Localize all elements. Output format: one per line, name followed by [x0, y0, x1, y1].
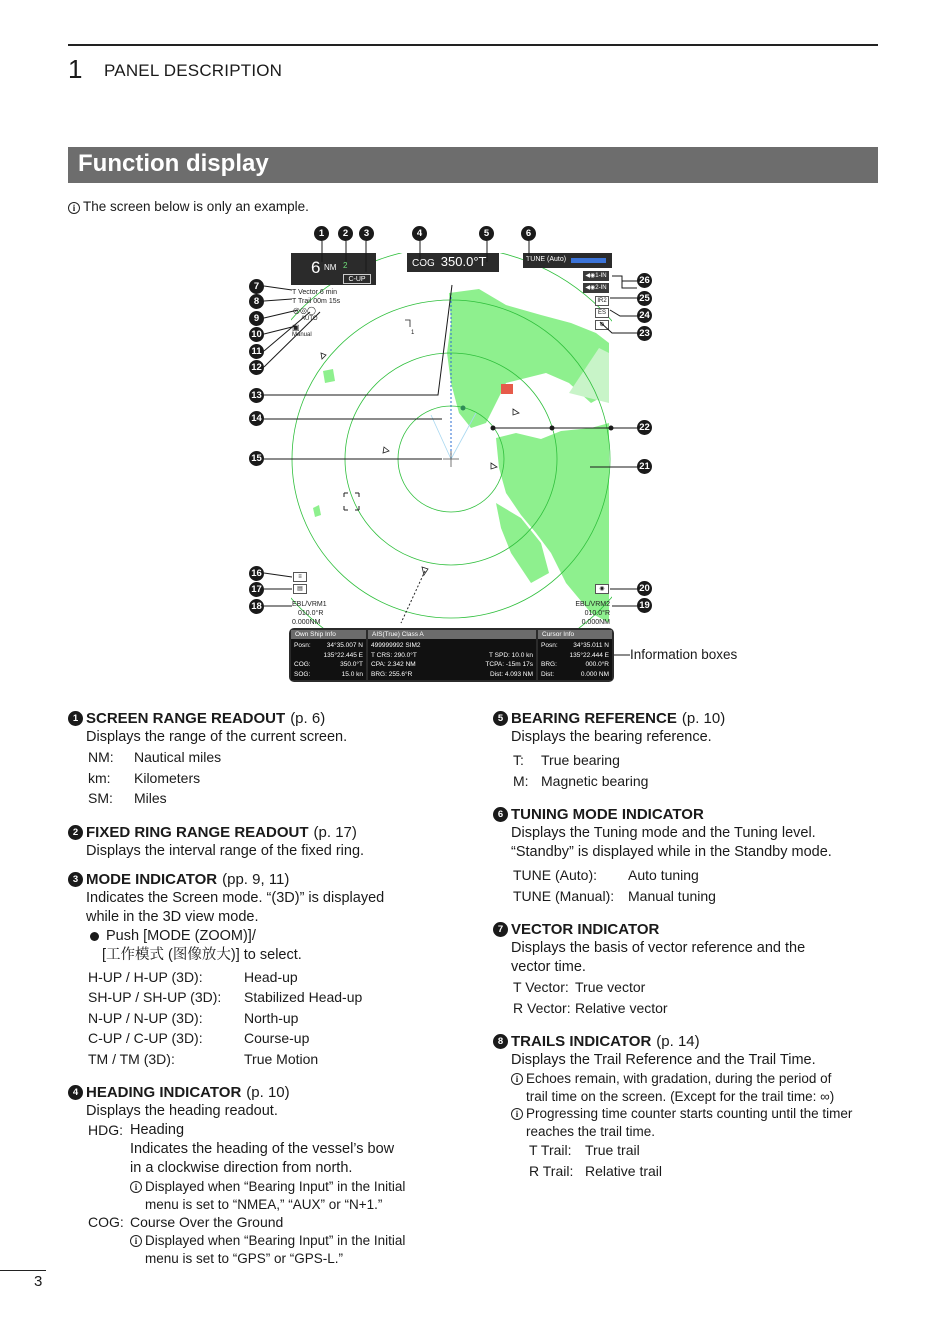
- info-icon: i: [130, 1235, 142, 1247]
- callout-10: 10: [249, 327, 264, 342]
- section-5-number: 5: [493, 711, 508, 726]
- target-number: 1: [411, 330, 415, 336]
- cog-note-1: Displayed when “Bearing Input” in the Initial: [145, 1233, 406, 1248]
- section-3-ref: (pp. 9, 11): [222, 870, 290, 888]
- left-column: [68, 709, 468, 1267]
- section-1-title: SCREEN RANGE READOUT: [86, 710, 286, 727]
- tcpa-label: TCPA:: [485, 661, 505, 668]
- own-lon: 135°22.445 E: [323, 651, 363, 659]
- section-6-number: 6: [493, 807, 508, 822]
- zoom-icon[interactable]: ⊕: [595, 320, 609, 330]
- section-1-list: [68, 747, 468, 809]
- def-key: T:: [513, 752, 524, 768]
- section-7-list: [493, 977, 893, 1018]
- hdg-desc-1: Indicates the heading of the vessel’s bow: [130, 1141, 395, 1157]
- def-value: True bearing: [541, 752, 620, 768]
- note-2a: Progressing time counter starts counting until the timer: [526, 1106, 853, 1121]
- callout-22: 22: [637, 420, 652, 435]
- def-value: True trail: [585, 1142, 640, 1158]
- callout-25: 25: [637, 291, 652, 306]
- section-4-title: HEADING INDICATOR: [86, 1084, 242, 1101]
- section-5-title: BEARING REFERENCE: [511, 710, 677, 727]
- section-8-title: TRAILS INDICATOR: [511, 1033, 652, 1050]
- crs-label: T CRS:: [371, 651, 393, 659]
- section-4-heading: [68, 1083, 468, 1102]
- range-unit: NM: [324, 263, 337, 272]
- def-key: TUNE (Auto):: [513, 867, 598, 883]
- range-value: 6: [311, 258, 321, 277]
- def-value: Course-up: [244, 1030, 310, 1046]
- def-value: Nautical miles: [134, 749, 222, 765]
- section-8-list: [493, 1140, 893, 1181]
- def-value: True vector: [575, 979, 646, 995]
- section-7-heading: [493, 920, 893, 939]
- def-value: North-up: [244, 1009, 299, 1026]
- heading-value: 350.0°T: [440, 254, 487, 269]
- def-key: TUNE (Manual):: [513, 887, 615, 904]
- information-boxes-label: Information boxes: [630, 647, 738, 662]
- callout-4: 4: [412, 226, 427, 241]
- section-7-title: VECTOR INDICATOR: [511, 921, 660, 938]
- section-3-desc-1: Indicates the Screen mode. “(3D)” is displayed: [86, 889, 385, 906]
- note-1a: Echoes remain, with gradation, during the period of: [526, 1071, 832, 1086]
- section-5-desc: Displays the bearing reference.: [511, 729, 712, 745]
- def-key: SM:: [88, 790, 113, 806]
- ebl2-distance: 0.000NM: [581, 619, 610, 626]
- cpa-label: CPA:: [371, 661, 386, 668]
- ais-crs: 290.0°T: [394, 651, 417, 659]
- section-2-ref: (p. 17): [313, 823, 357, 841]
- sog-label: SOG:: [294, 670, 311, 678]
- hdg-value: Heading: [130, 1122, 185, 1138]
- page-number: 3: [34, 1273, 43, 1290]
- in2-label: 2-IN: [595, 285, 607, 291]
- gain-icons[interactable]: ◎◎◯: [293, 306, 316, 315]
- ais-tcpa: -15m 17s: [505, 661, 533, 668]
- callout-2: 2: [338, 226, 353, 241]
- bullet-text-1: Push [MODE (ZOOM)]/: [106, 927, 256, 944]
- def-value: Manual tuning: [628, 887, 716, 904]
- section-3-heading: [68, 870, 468, 889]
- section-1-ref: (p. 6): [290, 710, 326, 727]
- callout-1: 1: [314, 226, 329, 241]
- callout-13: 13: [249, 388, 264, 403]
- ais-dist: 4.093 NM: [504, 670, 533, 678]
- def-key: R Trail:: [529, 1162, 574, 1179]
- section-8-ref: (p. 14): [656, 1033, 700, 1050]
- section-8-note-1: [493, 1070, 893, 1105]
- section-1-desc: Displays the range of the current screen.: [86, 729, 348, 745]
- callout-20: 20: [637, 581, 652, 596]
- def-value: Auto tuning: [628, 867, 699, 883]
- screen-icon[interactable]: ▤: [293, 584, 307, 594]
- info-icon: i: [130, 1181, 142, 1193]
- chapter-number: 1: [68, 54, 83, 84]
- callout-23: 23: [637, 326, 652, 341]
- section-3-list: [68, 967, 468, 1070]
- callout-15: 15: [249, 451, 264, 466]
- def-value: Relative vector: [575, 999, 668, 1016]
- ebl2-title: EBL/VRM2: [575, 601, 610, 608]
- section-3-bullet: [68, 927, 468, 946]
- def-key: C-UP / C-UP (3D):: [88, 1030, 203, 1046]
- hdg-note-2: menu is set to “NMEA,” “AUX” or “N+1.”: [145, 1196, 383, 1212]
- ais-info-title: AIS(True) Class A: [368, 630, 536, 639]
- def-value: Head-up: [244, 968, 298, 985]
- section-2-number: 2: [68, 825, 83, 840]
- menu-icon[interactable]: ≡: [293, 572, 307, 582]
- section-1-heading: [68, 709, 468, 728]
- spd-label: T SPD:: [489, 651, 510, 659]
- callout-7: 7: [249, 279, 264, 294]
- def-value: Miles: [134, 790, 167, 806]
- section-4-desc: Displays the heading readout.: [86, 1103, 278, 1119]
- section-7-number: 7: [493, 922, 508, 937]
- info-icon: i: [68, 202, 80, 214]
- ebl1-bearing: 010.0°R: [298, 610, 324, 617]
- note-1b: trail time on the screen. (Except for the trail time: ∞): [526, 1088, 835, 1104]
- callout-17: 17: [249, 582, 264, 597]
- section-5-heading: [493, 709, 893, 728]
- manual-label: Manual: [292, 332, 312, 338]
- def-key: H-UP / H-UP (3D):: [88, 968, 203, 985]
- def-key: NM:: [88, 749, 114, 765]
- hdg-row: [68, 1121, 468, 1213]
- section-8-heading: [493, 1032, 893, 1051]
- mode-indicator[interactable]: C-UP: [343, 274, 371, 284]
- cog-label: COG:: [294, 661, 311, 668]
- in1-label: 1-IN: [595, 273, 607, 279]
- section-3-bullet-2: [工作模式 (图像放大)] to select.: [102, 946, 302, 963]
- cog-key: COG:: [88, 1214, 124, 1230]
- hdg-desc-2: in a clockwise direction from north.: [130, 1160, 353, 1176]
- section-3-number: 3: [68, 872, 83, 887]
- section-2-heading: [68, 823, 468, 842]
- footer-rule: [0, 1270, 46, 1271]
- def-value: Stabilized Head-up: [244, 989, 363, 1005]
- trails-indicator: T Trail 00m 15s: [292, 298, 341, 305]
- ebl1-title: EBL/VRM1: [292, 601, 327, 608]
- cursor-brg-label: BRG:: [541, 661, 557, 668]
- section-1-number: 1: [68, 711, 83, 726]
- callout-21: 21: [637, 459, 652, 474]
- ais-spd: 10.0 kn: [511, 651, 533, 659]
- def-value: True Motion: [244, 1050, 319, 1067]
- def-value: Kilometers: [134, 769, 201, 786]
- callout-16: 16: [249, 566, 264, 581]
- def-key: TM / TM (3D):: [88, 1050, 175, 1067]
- own-cog: 350.0°T: [340, 661, 363, 668]
- record-icon[interactable]: ◉: [595, 584, 609, 594]
- cursor-brg: 000.0°R: [585, 661, 609, 668]
- def-key: km:: [88, 769, 111, 786]
- hdg-key: HDG:: [88, 1122, 123, 1138]
- callout-18: 18: [249, 599, 264, 614]
- section-7-desc-1: Displays the basis of vector reference and the: [511, 940, 806, 956]
- cursor-posn-label: Posn:: [541, 642, 558, 649]
- tune-icon[interactable]: ▣: [292, 323, 300, 332]
- intro-note-text: The screen below is only an example.: [83, 199, 309, 214]
- def-key: SH-UP / SH-UP (3D):: [88, 989, 222, 1005]
- section-6-desc-2: “Standby” is displayed while in the Standby mode.: [511, 844, 832, 860]
- right-column: [493, 709, 893, 1181]
- section-8-number: 8: [493, 1034, 508, 1049]
- cursor-lat: 34°35.011 N: [573, 642, 609, 649]
- heading-label: COG: [412, 258, 435, 269]
- ais-brg: 255.6°R: [388, 670, 413, 678]
- def-key: N-UP / N-UP (3D):: [88, 1009, 203, 1026]
- own-lat: 34°35.007 N: [326, 642, 363, 649]
- own-ship-info-title: Own Ship Info: [291, 630, 366, 639]
- ebl2-bearing: 010.0°R: [584, 610, 610, 617]
- callout-14: 14: [249, 411, 264, 426]
- section-title: Function display: [68, 147, 878, 183]
- chapter-title: PANEL DESCRIPTION: [104, 61, 283, 80]
- callout-6: 6: [521, 226, 536, 241]
- cursor-lon: 135°22.444 E: [569, 651, 609, 659]
- cog-note: [130, 1232, 405, 1267]
- cursor-info-title: Cursor Info: [538, 630, 612, 639]
- ring-value: 2: [343, 261, 348, 270]
- section-6-list: [493, 865, 893, 906]
- section-6-desc-1: Displays the Tuning mode and the Tuning level.: [511, 825, 816, 841]
- section-4-ref: (p. 10): [246, 1084, 290, 1101]
- cursor-dist-label: Dist:: [541, 670, 554, 678]
- tune-label: TUNE (Auto): [526, 256, 567, 263]
- def-key: T Trail:: [529, 1142, 572, 1158]
- hdg-note-1: Displayed when “Bearing Input” in the Initial: [145, 1179, 406, 1194]
- callout-5: 5: [479, 226, 494, 241]
- def-key: T Vector:: [513, 979, 569, 995]
- auto-label: AUTO: [301, 316, 318, 322]
- hdg-note: [130, 1178, 405, 1213]
- input-1-button[interactable]: ◀◉1-IN: [583, 271, 609, 281]
- callout-8: 8: [249, 294, 264, 309]
- callout-26: 26: [637, 273, 652, 288]
- callout-12: 12: [249, 360, 264, 375]
- section-2-title: FIXED RING RANGE READOUT: [86, 823, 309, 841]
- section-3-title: MODE INDICATOR: [86, 870, 218, 888]
- callout-19: 19: [637, 598, 652, 613]
- cursor-dist: 0.000 NM: [580, 670, 609, 678]
- def-value: Magnetic bearing: [541, 772, 649, 789]
- posn-label: Posn:: [294, 642, 311, 649]
- es-button[interactable]: ES: [595, 308, 609, 318]
- def-key: M:: [513, 772, 529, 789]
- section-5-ref: (p. 10): [681, 710, 726, 727]
- callout-9: 9: [249, 311, 264, 326]
- callout-3: 3: [359, 226, 374, 241]
- section-5-list: [493, 750, 893, 791]
- def-key: R Vector:: [513, 999, 571, 1016]
- ebl1-distance: 0.000NM: [292, 619, 321, 626]
- vector-indicator: T Vector 6 min: [292, 289, 338, 296]
- ais-cpa: 2.342 NM: [387, 661, 416, 668]
- brg-label: BRG:: [371, 670, 387, 678]
- section-6-heading: [493, 805, 893, 824]
- info-icon: i: [511, 1108, 523, 1120]
- cog-value: Course Over the Ground: [130, 1214, 284, 1230]
- input-2-button[interactable]: ◀◉2-IN: [583, 283, 609, 293]
- note-2b: reaches the trail time.: [526, 1123, 656, 1139]
- info-icon: i: [511, 1073, 523, 1085]
- section-8-note-2: [493, 1105, 893, 1140]
- dist-label: Dist:: [490, 670, 503, 678]
- ir-button[interactable]: IR2: [595, 296, 609, 306]
- cog-row: [68, 1213, 468, 1267]
- section-4-number: 4: [68, 1085, 83, 1100]
- cog-note-2: menu is set to “GPS” or “GPS-L.”: [145, 1250, 344, 1266]
- section-8-desc: Displays the Trail Reference and the Trail Time.: [511, 1052, 816, 1068]
- section-2-desc: Displays the interval range of the fixed ring.: [86, 842, 365, 859]
- section-7-desc-2: vector time.: [511, 959, 586, 975]
- own-sog: 15.0 kn: [341, 670, 363, 678]
- section-6-title: TUNING MODE INDICATOR: [511, 806, 704, 823]
- ais-id: 499999992 SIM2: [371, 642, 421, 649]
- callout-11: 11: [249, 344, 264, 359]
- callout-24: 24: [637, 308, 652, 323]
- bullet-icon: [90, 932, 99, 941]
- def-value: Relative trail: [585, 1162, 663, 1179]
- section-3-desc-2: while in the 3D view mode.: [86, 908, 259, 925]
